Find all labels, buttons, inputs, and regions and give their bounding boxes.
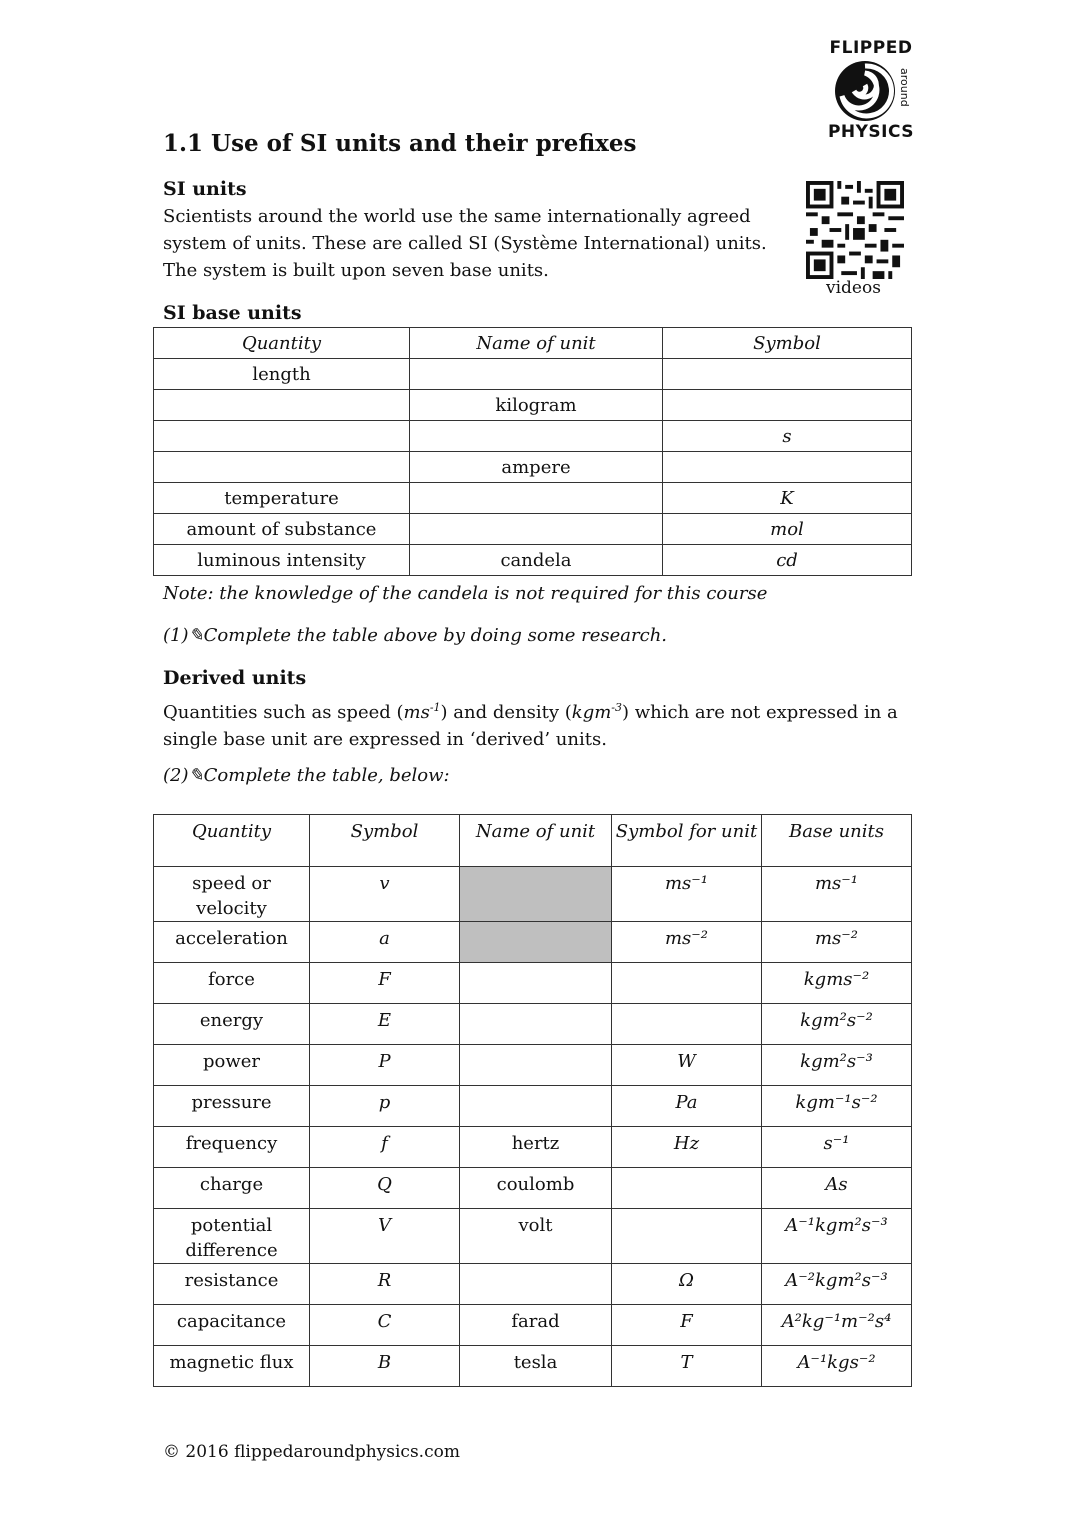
quantity-cell[interactable]: power bbox=[154, 1045, 310, 1086]
table-row bbox=[154, 514, 912, 545]
unit-name-cell[interactable] bbox=[460, 922, 612, 963]
unit-name-cell[interactable]: kilogram bbox=[410, 390, 663, 421]
qr-code-icon[interactable] bbox=[806, 181, 904, 279]
qr-label: videos bbox=[826, 278, 881, 298]
derived-units-table bbox=[153, 814, 912, 1387]
symbol-cell[interactable]: P bbox=[310, 1045, 460, 1086]
quantity-cell[interactable]: length bbox=[154, 359, 410, 390]
base-units-cell[interactable]: A²kg⁻¹m⁻²s⁴ bbox=[762, 1305, 912, 1346]
unit-name-cell[interactable] bbox=[460, 963, 612, 1004]
density-unit bbox=[572, 702, 622, 723]
symbol-cell[interactable]: V bbox=[310, 1209, 460, 1264]
si-units-heading: SI units bbox=[163, 178, 247, 200]
derived-line-1 bbox=[163, 694, 923, 726]
base-units-cell[interactable]: kgms⁻² bbox=[762, 963, 912, 1004]
unit-symbol-cell[interactable]: T bbox=[612, 1346, 762, 1387]
column-header: Symbol bbox=[663, 328, 912, 359]
symbol-cell[interactable]: Q bbox=[310, 1168, 460, 1209]
base-units-cell[interactable]: ms⁻¹ bbox=[762, 867, 912, 922]
superscript: -1 bbox=[429, 701, 441, 714]
quantity-cell[interactable]: pressure bbox=[154, 1086, 310, 1127]
unit-symbol-cell[interactable] bbox=[612, 1209, 762, 1264]
table-row bbox=[154, 922, 912, 963]
quantity-cell[interactable] bbox=[154, 452, 410, 483]
swirl-icon bbox=[832, 58, 898, 124]
column-header: Symbol bbox=[310, 815, 460, 867]
copyright-footer: © 2016 flippedaroundphysics.com bbox=[163, 1442, 460, 1462]
unit-name-cell[interactable] bbox=[410, 421, 663, 452]
derived-line-2: single base unit are expressed in ‘derived’ units. bbox=[163, 729, 607, 750]
symbol-cell[interactable]: C bbox=[310, 1305, 460, 1346]
si-base-units-table bbox=[153, 327, 912, 576]
unit-name-cell[interactable]: farad bbox=[460, 1305, 612, 1346]
si-base-units-heading: SI base units bbox=[163, 302, 302, 324]
derived-units-heading: Derived units bbox=[163, 667, 307, 689]
table-row bbox=[154, 963, 912, 1004]
symbol-cell[interactable]: a bbox=[310, 922, 460, 963]
base-units-cell[interactable]: ms⁻² bbox=[762, 922, 912, 963]
logo-top-text: FLIPPED bbox=[829, 38, 913, 58]
table-row bbox=[154, 1004, 912, 1045]
table-row bbox=[154, 1209, 912, 1264]
quantity-cell[interactable]: potential difference bbox=[154, 1209, 310, 1264]
column-header: Name of unit bbox=[410, 328, 663, 359]
superscript: -3 bbox=[611, 701, 622, 714]
column-header: Quantity bbox=[154, 815, 310, 867]
unit-symbol-cell[interactable] bbox=[612, 1004, 762, 1045]
table-row bbox=[154, 1168, 912, 1209]
quantity-cell[interactable]: charge bbox=[154, 1168, 310, 1209]
table-row bbox=[154, 390, 912, 421]
unit-symbol-cell[interactable]: ms⁻² bbox=[612, 922, 762, 963]
quantity-cell[interactable]: capacitance bbox=[154, 1305, 310, 1346]
unit-name-cell[interactable]: candela bbox=[410, 545, 663, 576]
symbol-cell[interactable] bbox=[663, 359, 912, 390]
column-header: Base units bbox=[762, 815, 912, 867]
symbol-cell[interactable]: f bbox=[310, 1127, 460, 1168]
symbol-cell[interactable] bbox=[663, 452, 912, 483]
table-row bbox=[154, 1346, 912, 1387]
base-units-cell[interactable]: kgm⁻¹s⁻² bbox=[762, 1086, 912, 1127]
quantity-cell[interactable]: luminous intensity bbox=[154, 545, 410, 576]
symbol-cell[interactable]: v bbox=[310, 867, 460, 922]
unit-name-cell[interactable] bbox=[460, 1086, 612, 1127]
unit-name-cell[interactable]: tesla bbox=[460, 1346, 612, 1387]
unit-symbol-cell[interactable] bbox=[612, 963, 762, 1004]
symbol-cell[interactable] bbox=[663, 390, 912, 421]
logo-bottom-text: PHYSICS bbox=[827, 122, 915, 142]
base-units-cell[interactable]: kgm²s⁻² bbox=[762, 1004, 912, 1045]
table-row bbox=[154, 483, 912, 514]
unit-name-cell[interactable] bbox=[460, 1045, 612, 1086]
unit-symbol-cell[interactable]: W bbox=[612, 1045, 762, 1086]
quantity-cell[interactable]: force bbox=[154, 963, 310, 1004]
text-run: ) and density ( bbox=[440, 702, 572, 723]
unit-name-cell[interactable]: coulomb bbox=[460, 1168, 612, 1209]
unit-name-cell[interactable] bbox=[410, 514, 663, 545]
si-units-line: The system is built upon seven base units. bbox=[163, 260, 549, 281]
quantity-cell[interactable]: magnetic flux bbox=[154, 1346, 310, 1387]
quantity-cell[interactable]: speed or velocity bbox=[154, 867, 310, 922]
flipped-around-physics-logo bbox=[826, 38, 916, 148]
table-row bbox=[154, 545, 912, 576]
unit-symbol-cell[interactable]: Pa bbox=[612, 1086, 762, 1127]
logo-side-text: around bbox=[898, 68, 911, 107]
page-title: 1.1 Use of SI units and their prefixes bbox=[163, 130, 637, 157]
si-units-line: system of units. These are called SI (Système International) units. bbox=[163, 233, 767, 254]
symbol-cell[interactable]: p bbox=[310, 1086, 460, 1127]
table-header-row bbox=[154, 815, 912, 867]
table-row bbox=[154, 421, 912, 452]
table-row bbox=[154, 1264, 912, 1305]
table-row bbox=[154, 452, 912, 483]
base-units-cell[interactable]: s⁻¹ bbox=[762, 1127, 912, 1168]
table-row bbox=[154, 1045, 912, 1086]
candela-note: Note: the knowledge of the candela is not required for this course bbox=[163, 583, 768, 604]
quantity-cell[interactable] bbox=[154, 390, 410, 421]
task-2-instruction: (2)✎Complete the table, below: bbox=[163, 765, 450, 786]
base-units-cell[interactable]: A⁻¹kgs⁻² bbox=[762, 1346, 912, 1387]
table-row bbox=[154, 1086, 912, 1127]
symbol-cell[interactable]: mol bbox=[663, 514, 912, 545]
unit-symbol-cell[interactable]: F bbox=[612, 1305, 762, 1346]
text-run: ms bbox=[403, 702, 430, 723]
table-row bbox=[154, 1305, 912, 1346]
symbol-cell[interactable]: R bbox=[310, 1264, 460, 1305]
unit-name-cell[interactable] bbox=[460, 1264, 612, 1305]
task-1-instruction: (1)✎Complete the table above by doing some research. bbox=[163, 625, 668, 646]
symbol-cell[interactable]: E bbox=[310, 1004, 460, 1045]
unit-symbol-cell[interactable] bbox=[612, 1168, 762, 1209]
table-row bbox=[154, 1127, 912, 1168]
column-header: Symbol for unit bbox=[612, 815, 762, 867]
unit-symbol-cell[interactable]: Hz bbox=[612, 1127, 762, 1168]
quantity-cell[interactable]: amount of substance bbox=[154, 514, 410, 545]
unit-name-cell[interactable] bbox=[410, 483, 663, 514]
symbol-cell[interactable]: cd bbox=[663, 545, 912, 576]
unit-symbol-cell[interactable]: ms⁻¹ bbox=[612, 867, 762, 922]
unit-name-cell[interactable] bbox=[460, 1004, 612, 1045]
derived-units-paragraph bbox=[163, 694, 923, 753]
table-row bbox=[154, 359, 912, 390]
text-run: Quantities such as speed ( bbox=[163, 702, 404, 723]
text-run: ) which are not expressed in a bbox=[622, 702, 898, 723]
table-row bbox=[154, 867, 912, 922]
base-units-cell[interactable]: kgm²s⁻³ bbox=[762, 1045, 912, 1086]
quantity-cell[interactable] bbox=[154, 421, 410, 452]
base-units-cell[interactable]: A⁻¹kgm²s⁻³ bbox=[762, 1209, 912, 1264]
quantity-cell[interactable]: frequency bbox=[154, 1127, 310, 1168]
unit-name-cell[interactable] bbox=[460, 867, 612, 922]
unit-name-cell[interactable]: hertz bbox=[460, 1127, 612, 1168]
symbol-cell[interactable]: K bbox=[663, 483, 912, 514]
column-header: Name of unit bbox=[460, 815, 612, 867]
symbol-cell[interactable]: s bbox=[663, 421, 912, 452]
quantity-cell[interactable]: resistance bbox=[154, 1264, 310, 1305]
quantity-cell[interactable]: temperature bbox=[154, 483, 410, 514]
quantity-cell[interactable]: energy bbox=[154, 1004, 310, 1045]
unit-name-cell[interactable]: ampere bbox=[410, 452, 663, 483]
speed-unit bbox=[404, 702, 441, 723]
unit-symbol-cell[interactable]: Ω bbox=[612, 1264, 762, 1305]
unit-name-cell[interactable] bbox=[410, 359, 663, 390]
text-run: kgm bbox=[571, 702, 612, 723]
column-header: Quantity bbox=[154, 328, 410, 359]
si-units-line: Scientists around the world use the same internationally agreed bbox=[163, 206, 751, 227]
unit-name-cell[interactable]: volt bbox=[460, 1209, 612, 1264]
si-units-paragraph bbox=[163, 203, 767, 284]
symbol-cell[interactable]: B bbox=[310, 1346, 460, 1387]
quantity-cell[interactable]: acceleration bbox=[154, 922, 310, 963]
table-header-row bbox=[154, 328, 912, 359]
symbol-cell[interactable]: F bbox=[310, 963, 460, 1004]
base-units-cell[interactable]: A⁻²kgm²s⁻³ bbox=[762, 1264, 912, 1305]
base-units-cell[interactable]: As bbox=[762, 1168, 912, 1209]
